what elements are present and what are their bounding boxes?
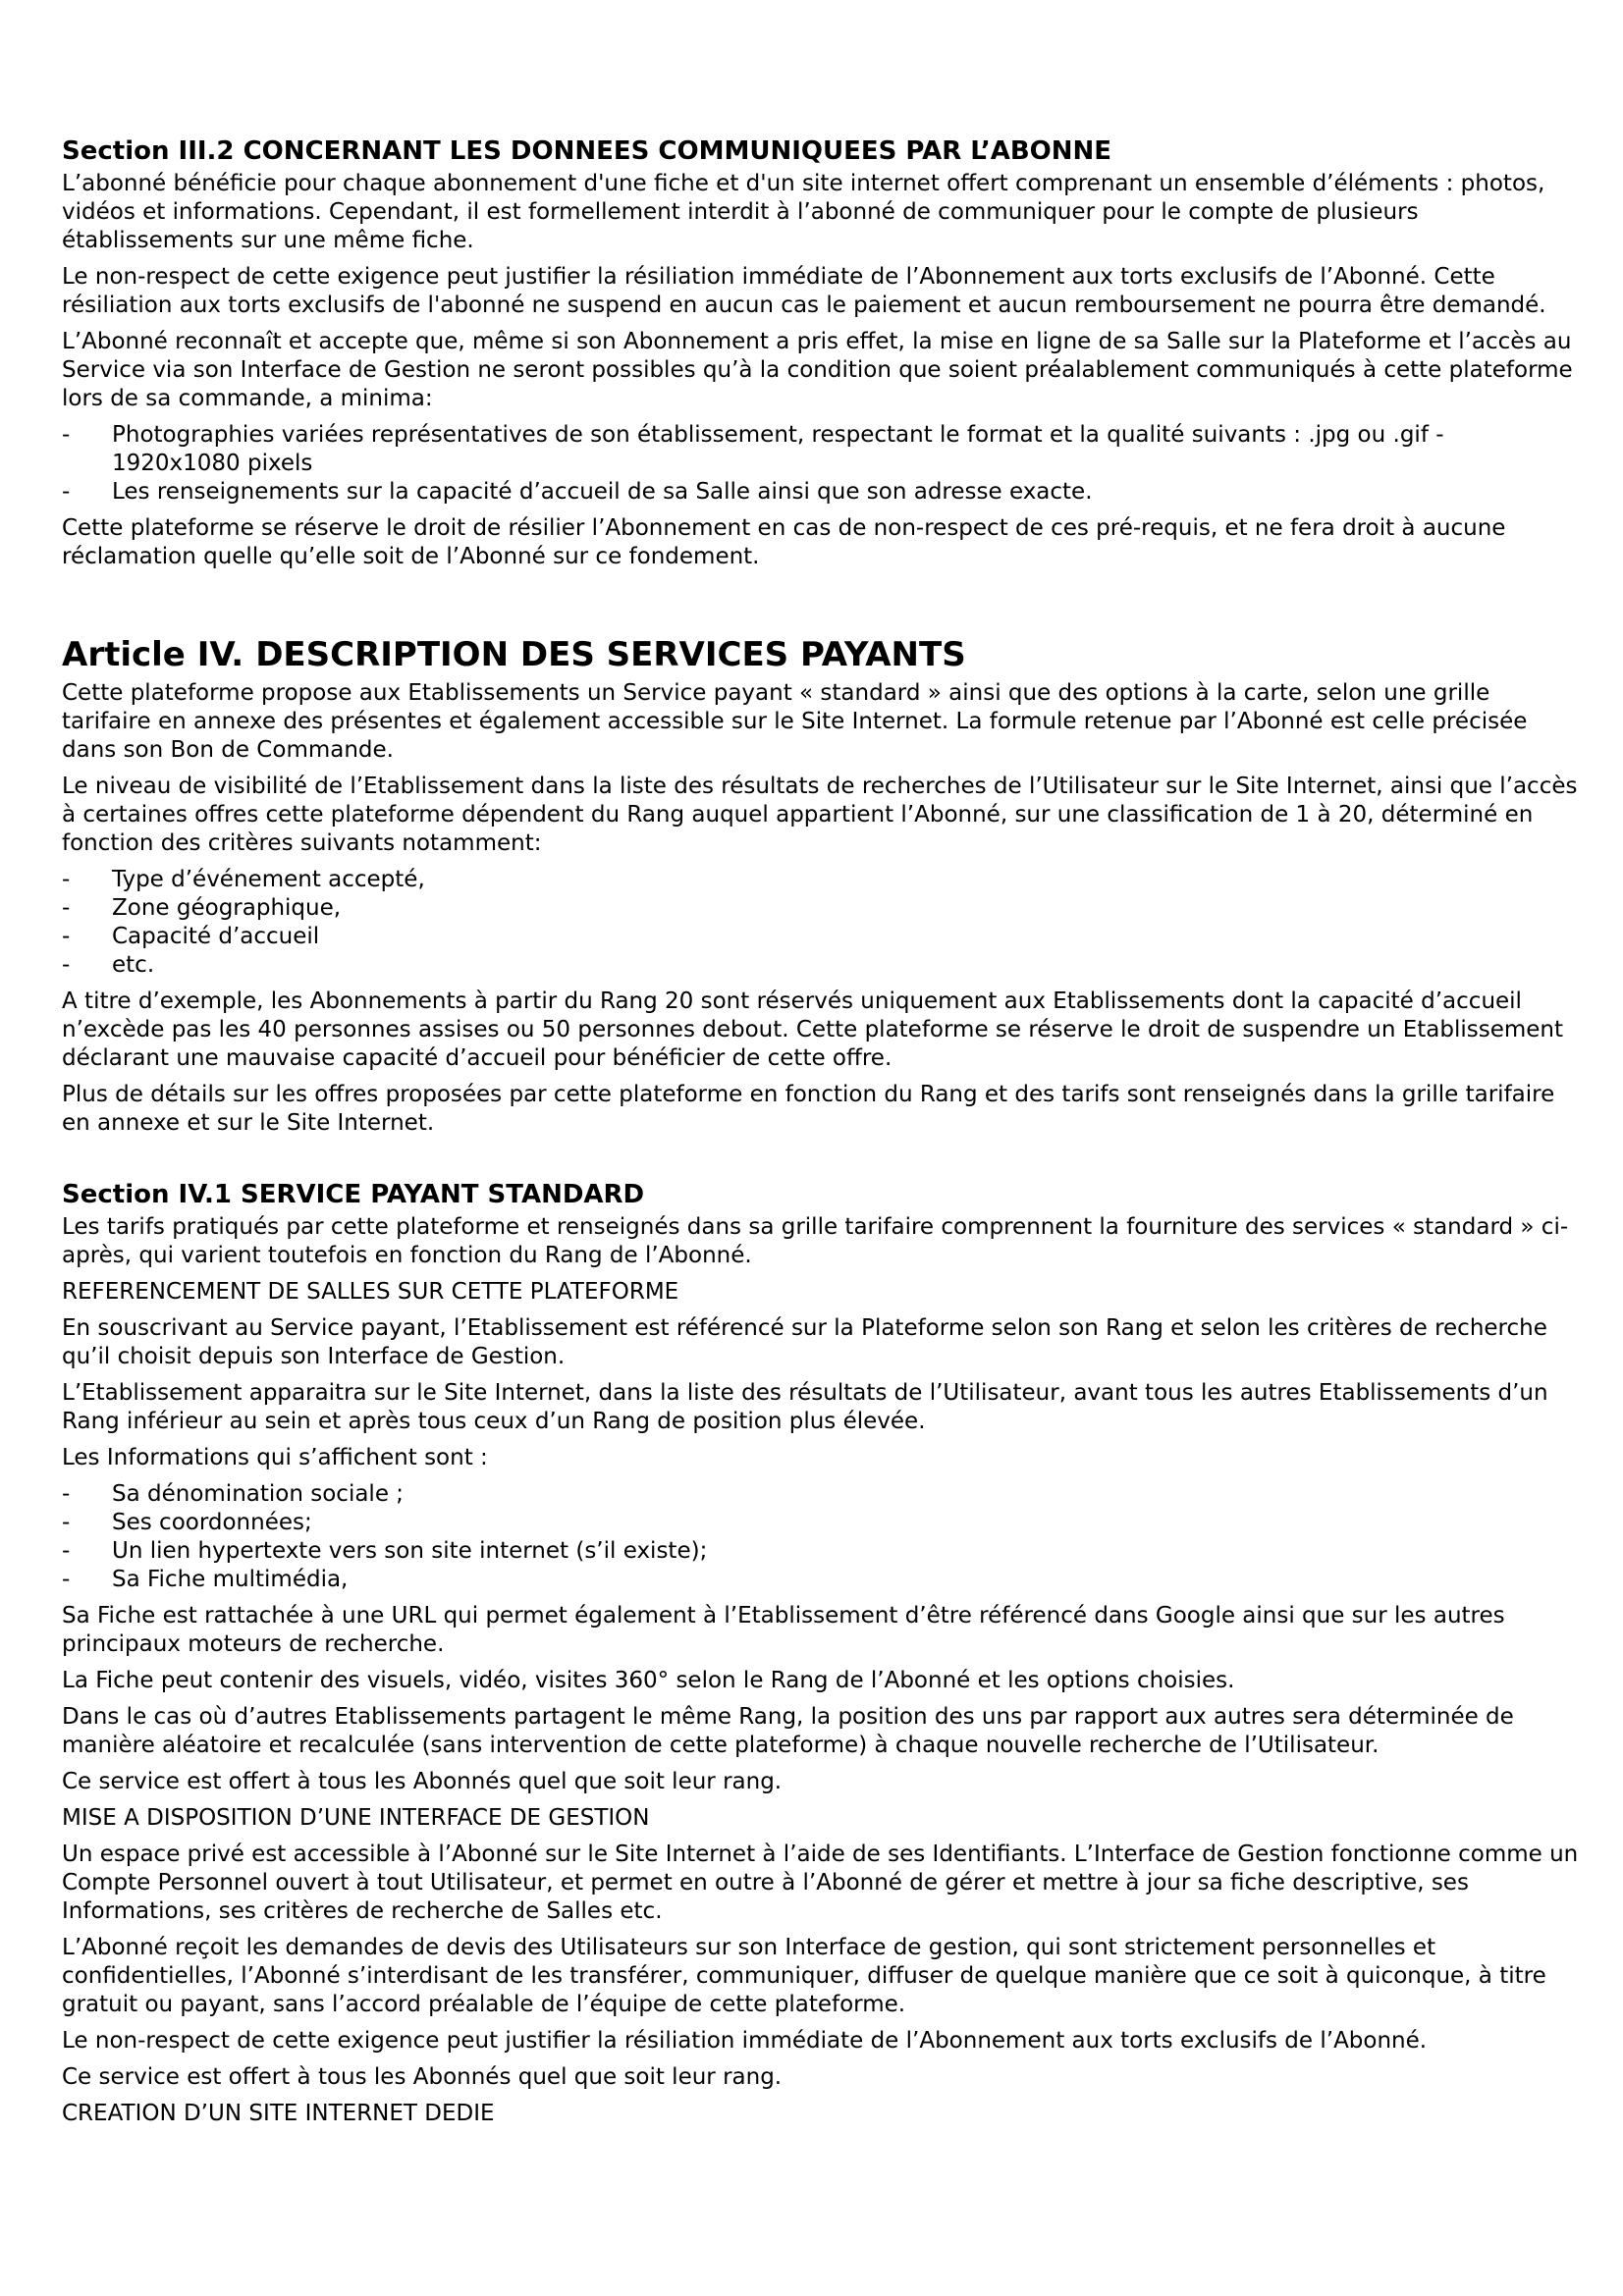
criteria-list (62, 866, 1579, 980)
paragraph: Plus de détails sur les offres proposées par cette plateforme en fonction du Rang et des tarifs sont renseignés dans la grille tarifaire en annexe et sur le Site Internet. (62, 1082, 1555, 1136)
requirements-list (62, 421, 1579, 507)
document-page (62, 135, 1579, 2136)
paragraph: Le non-respect de cette exigence peut justifier la résiliation immédiate de l’Abonnement aux torts exclusifs de l’Abonné. Cette résiliation aux torts exclusifs de l'abonné ne suspend en aucun cas le paiement et aucun remboursement ne pourra être demandé. (62, 264, 1546, 318)
article-heading-4 (62, 634, 1579, 675)
paragraph: Cette plateforme propose aux Etablissements un Service payant « standard » ainsi que des options à la carte, selon une grille tarifaire en annexe des présentes et également accessible sur le Site Internet. La formule retenue par l’Abonné est celle précisée dans son Bon de Commande. (62, 680, 1528, 763)
paragraph: Dans le cas où d’autres Etablissements partagent le même Rang, la position des uns par rapport aux autres sera déterminée de manière aléatoire et recalculée (sans intervention de cette plateforme) à chaque nouvelle recherche de l’Utilisateur. (62, 1704, 1514, 1758)
paragraph: En souscrivant au Service payant, l’Etablissement est référencé sur la Plateforme selon son Rang et selon les critères de recherche qu’il choisit depuis son Interface de Gestion. (62, 1315, 1547, 1369)
paragraph: Les Informations qui s’affichent sont : (62, 1445, 488, 1470)
paragraph: Ce service est offert à tous les Abonnés quel que soit leur rang. (62, 1769, 783, 1794)
list-item: - Photographies variées représentatives de son établissement, respectant le format et la qualité suivants : .jpg ou .gif - 1920x1080 pixels (62, 421, 1579, 478)
paragraph: L’Etablissement apparaitra sur le Site Internet, dans la liste des résultats de l’Utilisateur, avant tous les autres Etablissements d’un Rang inférieur au sein et après tous ceux d’un Rang de position plus élevée. (62, 1380, 1548, 1434)
paragraph: L’abonné bénéficie pour chaque abonnement d'une fiche et d'un site internet offert comprenant un ensemble d’éléments : photos, vidéos et informations. Cependant, il est formellement interdit à l’abonné de communiquer pour le compte de plusieurs établissements sur une même fiche. (62, 171, 1545, 253)
list-item: - Un lien hypertexte vers son site internet (s’il existe); (62, 1537, 1579, 1566)
paragraph: Ce service est offert à tous les Abonnés quel que soit leur rang. (62, 2064, 783, 2090)
paragraph: Sa Fiche est rattachée à une URL qui permet également à l’Etablissement d’être référencé dans Google ainsi que sur les autres principaux moteurs de recherche. (62, 1603, 1505, 1657)
article-number: Article IV. (62, 635, 244, 674)
paragraph: La Fiche peut contenir des visuels, vidéo, visites 360° selon le Rang de l’Abonné et les options choisies. (62, 1668, 1235, 1693)
paragraph: Le niveau de visibilité de l’Etablissement dans la liste des résultats de recherches de l’Utilisateur sur le Site Internet, ainsi que l’accès à certaines offres cette plateforme dépendent du Rang auquel appartient l’Abonné, sur une classification de 1 à 20, déterminé en fonction des critères suivants notamment: (62, 774, 1578, 856)
list-item: - Capacité d’accueil (62, 923, 1579, 951)
paragraph: L’Abonné reconnaît et accepte que, même si son Abonnement a pris effet, la mise en ligne de sa Salle sur la Plateforme et l’accès au Service via son Interface de Gestion ne seront possibles qu’à la condition que soient préalablement communiqués à cette plateforme lors de sa commande, a minima: (62, 329, 1573, 411)
paragraph: L’Abonné reçoit les demandes de devis des Utilisateurs sur son Interface de gestion, qui sont strictement personnelles et confidentielles, l’Abonné s’interdisant de les transférer, communiquer, diffuser de quelque manière que ce soit à quiconque, à titre gratuit ou payant, sans l’accord préalable de l’équipe de cette plateforme. (62, 1935, 1546, 2017)
subheading-referencement: REFERENCEMENT DE SALLES SUR CETTE PLATEFORME (62, 1279, 679, 1305)
paragraph: Les tarifs pratiqués par cette plateforme et renseignés dans sa grille tarifaire comprennent la fourniture des services « standard » ci-après, qui varient toutefois en fonction du Rang de l’Abonné. (62, 1214, 1569, 1268)
subheading-site-internet: CREATION D’UN SITE INTERNET DEDIE (62, 2101, 495, 2126)
list-item: - Ses coordonnées; (62, 1509, 1579, 1537)
list-item: - Type d’événement accepté, (62, 866, 1579, 894)
displayed-info-list (62, 1480, 1579, 1594)
section-heading-3-2: Section III.2 CONCERNANT LES DONNEES COMMUNIQUEES PAR L’ABONNE (62, 136, 1112, 166)
list-item: - Sa Fiche multimédia, (62, 1566, 1579, 1594)
subheading-interface-gestion: MISE A DISPOSITION D’UNE INTERFACE DE GESTION (62, 1805, 650, 1831)
list-item: - Sa dénomination sociale ; (62, 1480, 1579, 1509)
paragraph: A titre d’exemple, les Abonnements à partir du Rang 20 sont réservés uniquement aux Etablissements dont la capacité d’accueil n’excède pas les 40 personnes assises ou 50 personnes debout. Cette plateforme se réserve le droit de suspendre un Etablissement déclarant une mauvaise capacité d’accueil pour bénéficier de cette offre. (62, 988, 1564, 1071)
paragraph: Le non-respect de cette exigence peut justifier la résiliation immédiate de l’Abonnement aux torts exclusifs de l’Abonné. (62, 2028, 1428, 2054)
list-item: - etc. (62, 951, 1579, 980)
paragraph: Cette plateforme se réserve le droit de résilier l’Abonnement en cas de non-respect de ces pré-requis, et ne fera droit à aucune réclamation quelle qu’elle soit de l’Abonné sur ce fondement. (62, 515, 1506, 569)
list-item: - Les renseignements sur la capacité d’accueil de sa Salle ainsi que son adresse exacte. (62, 478, 1579, 507)
section-heading-4-1: Section IV.1 SERVICE PAYANT STANDARD (62, 1180, 645, 1209)
paragraph: Un espace privé est accessible à l’Abonné sur le Site Internet à l’aide de ses Identifiants. L’Interface de Gestion fonctionne comme un Compte Personnel ouvert à tout Utilisateur, et permet en outre à l’Abonné de gérer et mettre à jour sa fiche descriptive, ses Informations, ses critères de recherche de Salles etc. (62, 1842, 1579, 1924)
list-item: - Zone géographique, (62, 894, 1579, 923)
article-title: DESCRIPTION DES SERVICES PAYANTS (255, 635, 966, 674)
